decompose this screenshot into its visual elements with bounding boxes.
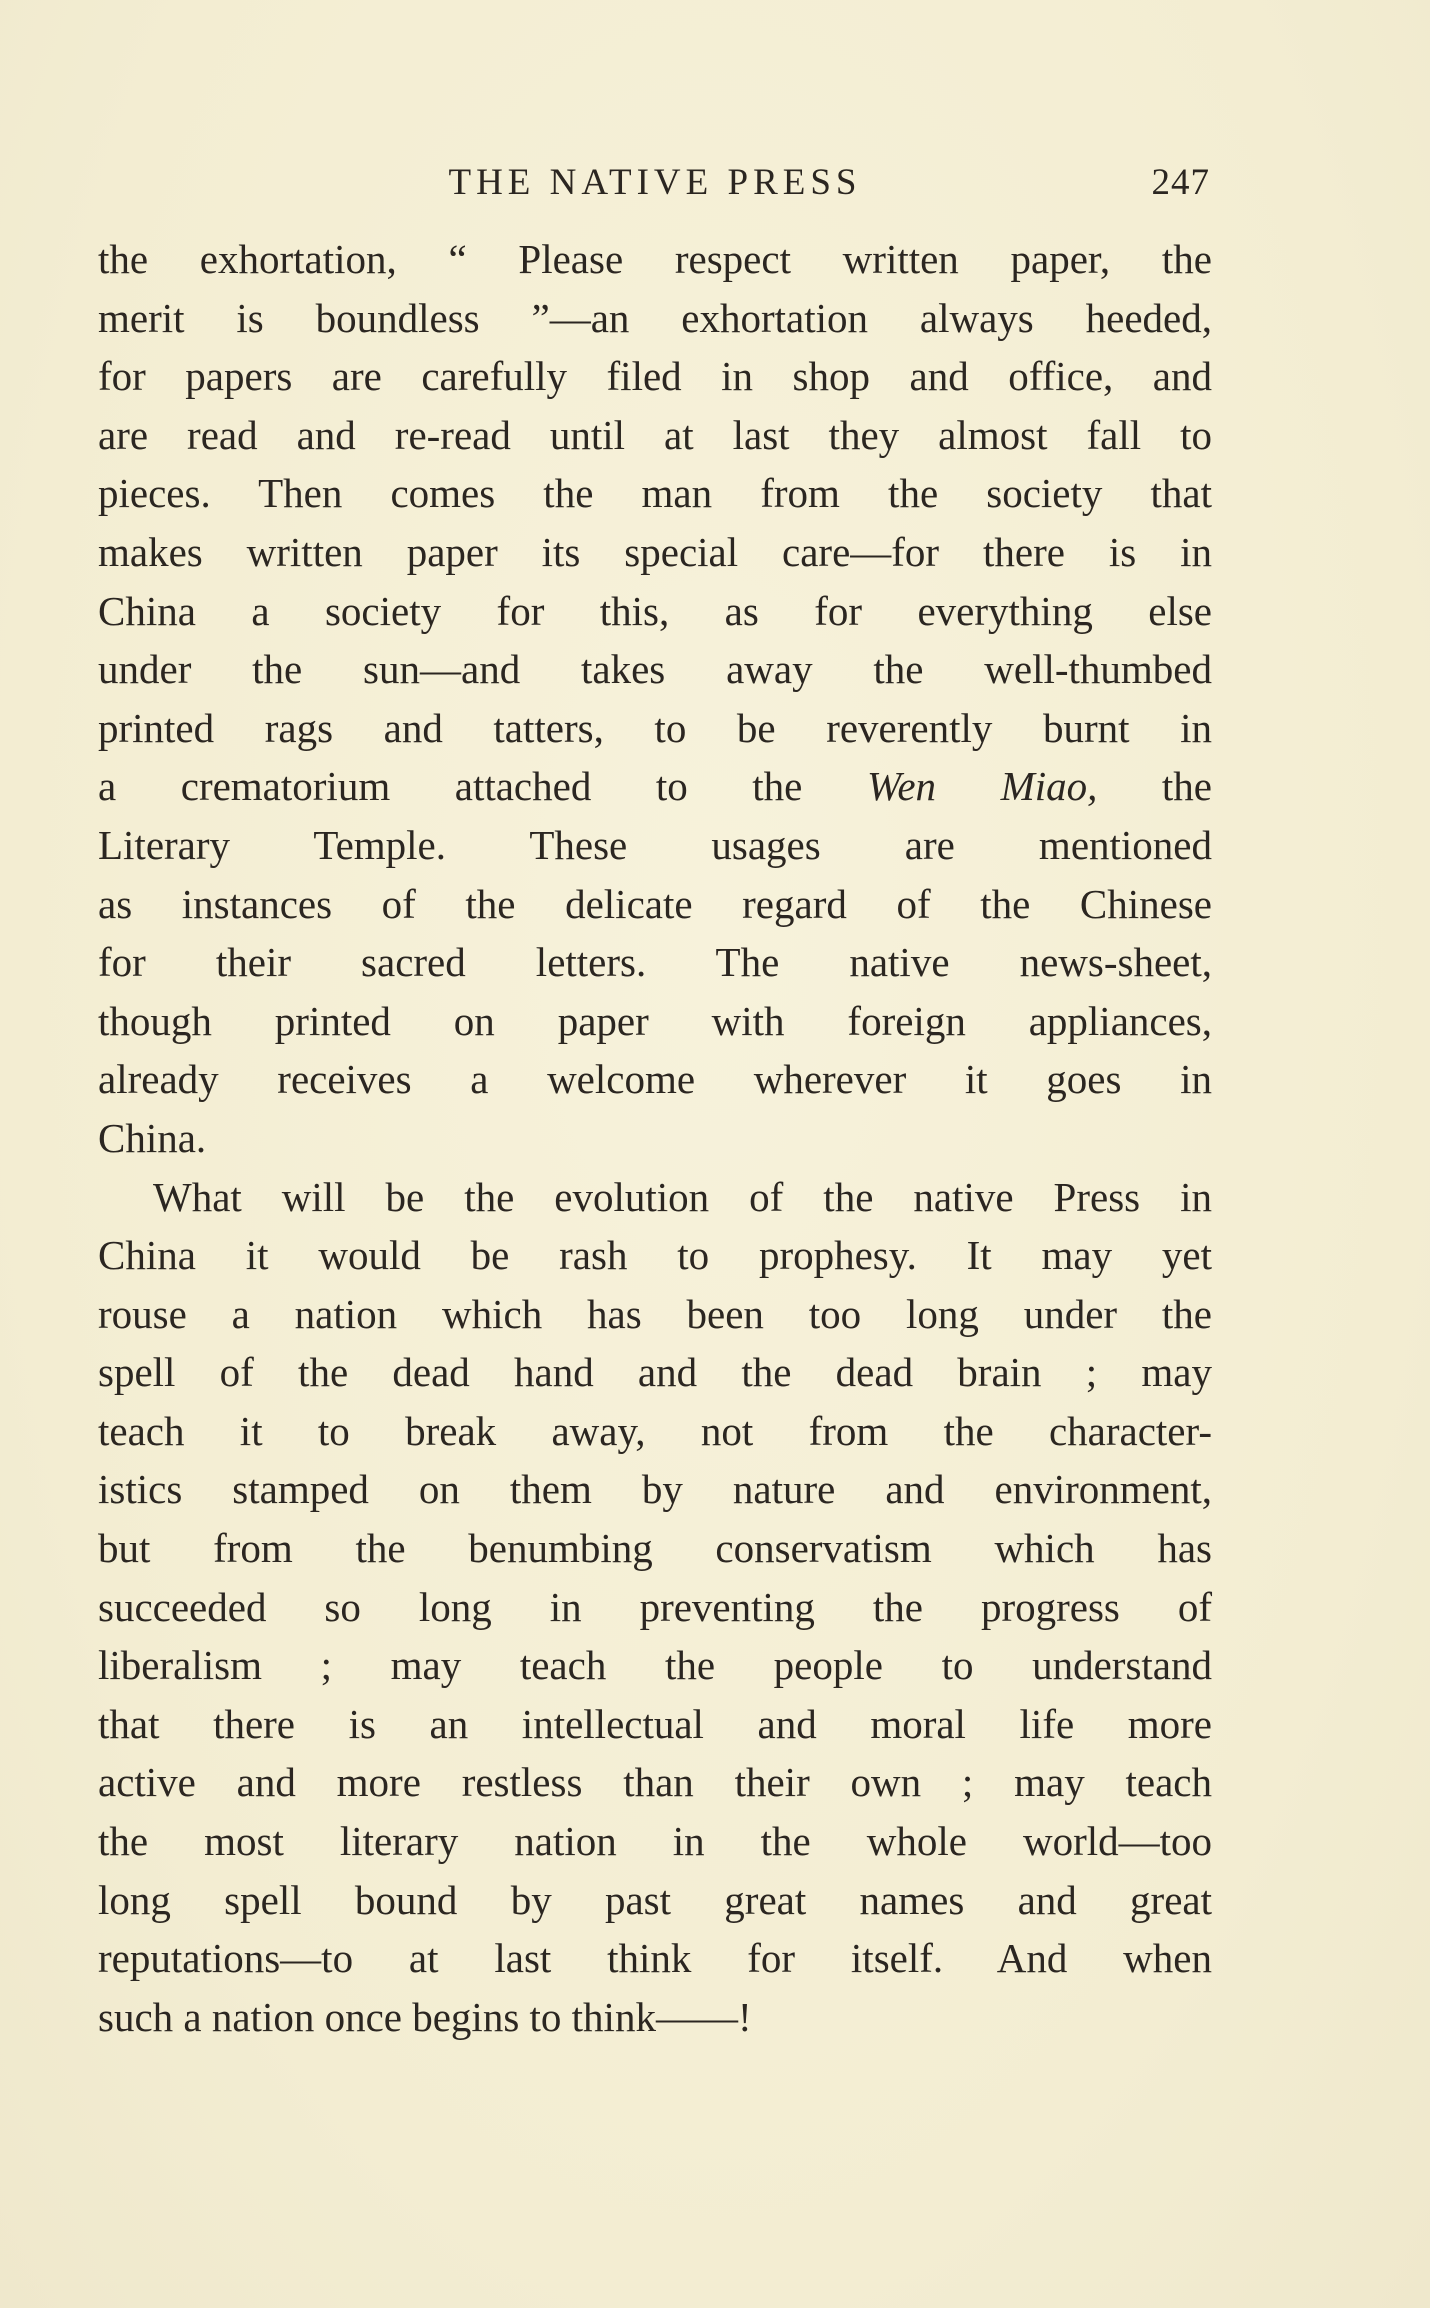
- text-line: such a nation once begins to think——!: [98, 1993, 752, 2040]
- text-line-with-italic: [98, 757, 1212, 816]
- text-line: makes written paper its special care—for there is in: [98, 528, 1212, 575]
- text-line: China.: [98, 1114, 207, 1161]
- text-line: for their sacred letters. The native news-sheet,: [98, 939, 1212, 986]
- text-line: the exhortation, “ Please respect written paper, the: [98, 236, 1212, 282]
- paragraph-2: [98, 1168, 1212, 2047]
- text-line: reputations—to at last think for itself. And when: [98, 1935, 1212, 1982]
- body-text: [98, 230, 1212, 2046]
- text-line: China it would be rash to prophesy. It may yet: [98, 1232, 1212, 1279]
- text-line: rouse a nation which has been too long under the: [98, 1290, 1212, 1337]
- italic-term-wen-miao: Wen Miao,: [866, 763, 1098, 810]
- text-segment: the: [1097, 763, 1213, 810]
- text-line: spell of the dead hand and the dead brain ; may: [98, 1349, 1212, 1396]
- running-title: THE NATIVE PRESS: [448, 162, 862, 203]
- text-line: teach it to break away, not from the character-: [98, 1407, 1212, 1454]
- text-line: succeeded so long in preventing the progress of: [98, 1583, 1212, 1630]
- text-segment: a crematorium attached to the: [98, 763, 867, 810]
- text-line: long spell bound by past great names and great: [98, 1876, 1212, 1923]
- text-line: active and more restless than their own ; may teach: [98, 1759, 1212, 1806]
- text-line: Literary Temple. These usages are mentioned: [98, 821, 1212, 868]
- text-line: already receives a welcome wherever it goes in: [98, 1056, 1212, 1103]
- text-line: What will be the evolution of the native Press in: [153, 1173, 1212, 1220]
- page-number: 247: [1151, 162, 1210, 203]
- text-line: istics stamped on them by nature and environment,: [98, 1466, 1212, 1513]
- text-line: pieces. Then comes the man from the society that: [98, 470, 1212, 517]
- text-line: merit is boundless ”—an exhortation always heeded,: [98, 294, 1212, 341]
- text-line: liberalism ; may teach the people to understand: [98, 1642, 1212, 1689]
- text-line: under the sun—and takes away the well-thumbed: [98, 646, 1212, 693]
- text-line: though printed on paper with foreign appliances,: [98, 997, 1212, 1044]
- text-line: printed rags and tatters, to be reverently burnt in: [98, 704, 1212, 751]
- paragraph-1: [98, 230, 1212, 1168]
- text-line: that there is an intellectual and moral life more: [98, 1700, 1212, 1747]
- running-head: [100, 160, 1210, 206]
- text-line: but from the benumbing conservatism which has: [98, 1525, 1212, 1572]
- text-line: as instances of the delicate regard of the Chinese: [98, 880, 1212, 927]
- text-line: are read and re-read until at last they almost fall to: [98, 411, 1212, 458]
- text-line: China a society for this, as for everything else: [98, 587, 1212, 634]
- text-line: for papers are carefully filed in shop and office, and: [98, 353, 1212, 400]
- text-line: the most literary nation in the whole world—too: [98, 1818, 1212, 1865]
